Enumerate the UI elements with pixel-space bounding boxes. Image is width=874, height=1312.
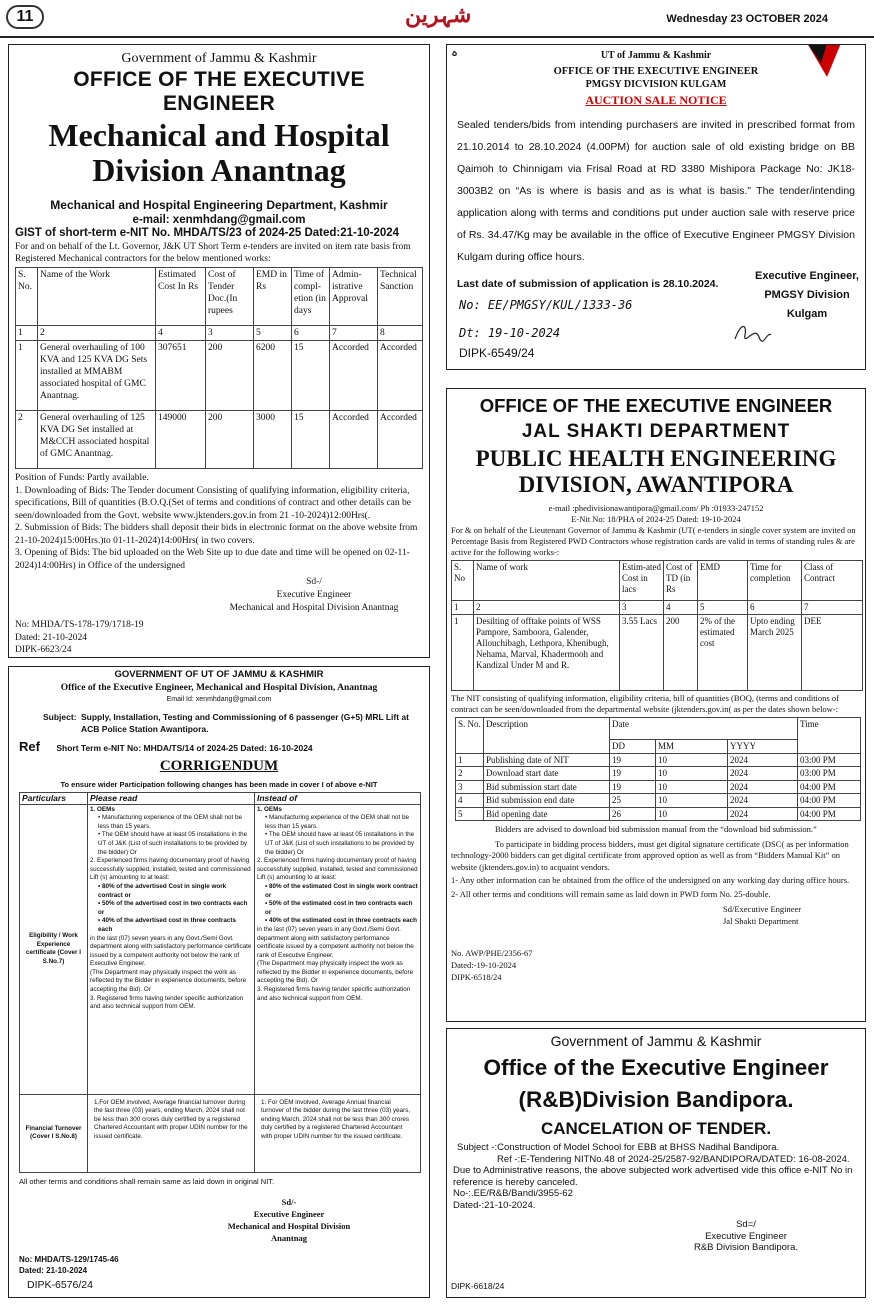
ad1-division-line2: Division Anantnag (92, 152, 346, 188)
ad4-footer-note: All other terms and conditions shall remain same as laid down in original NIT. (19, 1176, 275, 1186)
read-line: 2. Experienced firms having documentary proof of having successfully supplied, installed, tested and commissioned Lift (s) amounting to at least: (90, 857, 251, 882)
ad-mhd-anantnag (8, 44, 430, 658)
instead-line: • 80% of the estimated Cost in single work contract or (265, 882, 418, 899)
instead-line: • 40% of the estimated cost in three contracts each (265, 917, 417, 925)
page-header (0, 0, 874, 40)
ad5-office: Office of the Executive Engineer (483, 1055, 829, 1080)
table-cell: 10 (656, 780, 728, 794)
th-cost: Estim-ated Cost in lacs (620, 561, 664, 601)
table-cell: 6 (748, 601, 802, 615)
read-line: (The Department may physically inspect the work as reflected by the Bidder in experience documents, before accepting the Bid). Or (90, 968, 247, 994)
ad2-last-date: Last date of submission of application is 28.10.2024. (457, 278, 719, 290)
ad-rb-bandipora (446, 1028, 866, 1298)
th-description: Description (484, 718, 610, 754)
table-cell: 1 (452, 601, 474, 615)
table-row (456, 767, 861, 781)
ad3-intro: For & on behalf of the Lieutenant Governor of Jammu & Kashmir (UT( e-tenders in single cover system are invited on Percentage Basis from Registered PWD Contractors whose registration cards are valid in terms of standing rules & are active for the following works-: (451, 525, 856, 557)
table-cell: 2024 (728, 767, 798, 781)
table-row (456, 753, 861, 767)
table-cell: 2024 (728, 753, 798, 767)
ad5-gov: Government of Jammu & Kashmir (550, 1033, 762, 1049)
table-cell: 1 (16, 341, 38, 411)
ad4-subject-label: Subject: (43, 712, 77, 722)
table-cell: 2024 (728, 807, 798, 821)
ad2-sign-title: Executive Engineer, (755, 270, 859, 282)
ad5-body: Due to Administrative reasons, the above subjected work advertised vide this office e-NIT No in reference is hereby canceled. (453, 1165, 853, 1188)
ad3-email: e-mail :phedivisionawantipora@gmail.com/ Ph :01933-247152 (548, 503, 764, 513)
ad1-nit: GIST of short-term e-NIT No. MHDA/TS/23 of 2024-25 Dated:21-10-2024 (15, 227, 400, 239)
ad3-office: OFFICE OF THE EXECUTIVE ENGINEER (479, 395, 833, 416)
table-cell: 200 (664, 615, 698, 691)
table-cell: 15 (292, 341, 330, 411)
th-emd: EMD in Rs (254, 268, 292, 326)
table-cell: Accorded (378, 411, 423, 469)
ad4-ref-label: Ref (19, 739, 40, 754)
table-cell: 200 (206, 411, 254, 469)
table-colnum-row (452, 601, 863, 615)
th-name: Name of work (474, 561, 620, 601)
ad4-sign-title: Executive Engineer (253, 1208, 325, 1219)
table-cell: 4 (664, 601, 698, 615)
page-number: 11 (6, 5, 44, 29)
table-row (456, 794, 861, 808)
read-line: • 50% of the advertised cost in two contracts each or (98, 900, 248, 916)
ad4-corrigendum-table (19, 792, 421, 1173)
th-date: Date (610, 718, 798, 740)
ad5-no: No-:.EE/R&B/Bandi/3955-62 (453, 1188, 573, 1199)
th-mm: MM (656, 740, 728, 754)
ad2-dipk: DIPK-6549/24 (459, 346, 535, 360)
th-instead-of: Instead of (255, 793, 421, 805)
ad2-corner-mark: ہ (451, 45, 459, 59)
ad3-sign-title: Sd/Executive Engineer (723, 904, 802, 914)
ad4-gov: GOVERNMENT OF UT OF JAMMU & KASHMIR (114, 669, 324, 680)
ad4-sign-division: Mechanical and Hospital Division (227, 1220, 351, 1231)
instead-line: 1. OEMs (257, 805, 282, 813)
ad2-gov: UT of Jammu & Kashmir (600, 50, 712, 61)
ad2-office: OFFICE OF THE EXECUTIVE ENGINEER (553, 66, 759, 77)
ad-jal-shakti-awantipora (446, 388, 866, 1022)
ad1-office: OFFICE OF THE EXECUTIVE ENGINEER (73, 68, 365, 115)
table-cell: 19 (610, 767, 656, 781)
table-cell: 3 (620, 601, 664, 615)
ad5-title: CANCELATION OF TENDER. (540, 1119, 772, 1138)
table-cell: Upto ending March 2025 (748, 615, 802, 691)
table-cell: Accorded (330, 411, 378, 469)
ad4-sd: Sd/- (281, 1196, 297, 1207)
signature-icon (733, 321, 773, 345)
ad1-sign-division: Mechanical and Hospital Division Anantnag (229, 603, 399, 613)
ad1-division-line1: Mechanical and Hospital (48, 117, 390, 153)
table-cell: Download start date (484, 767, 610, 781)
table-cell: 5 (698, 601, 748, 615)
ad1-email: e-mail: xenmhdang@gmail.com (132, 214, 306, 226)
table-header-row (20, 793, 421, 805)
table-cell: 1. For OEM involved, Average Annual financial turnover of the bidder during the last three (03) years, ending March, 2024 shall not be less than 300 crores duly certified by a registered Chartered Accountant with proper UDIN number for the issued certificate. (255, 1094, 421, 1172)
ad1-sign-title: Executive Engineer (276, 590, 352, 600)
table-cell: Publishing date of NIT (484, 753, 610, 767)
ad4-subject: Supply, Installation, Testing and Commissioning of 6 passenger (G+5) MRL Lift at ACB Police Station Awantipora. (81, 712, 409, 734)
ad5-subject: Subject -:Construction of Model School for EBB at BHSS Nadihal Bandipora. (457, 1142, 780, 1153)
table-cell: 1.For OEM involved, Average financial turnover during the last three (03) years, ending March, 2024 shall not be less than 300 crores duly certified by a registered Chartered Accountant with proper UDIN number for the issued certificate. (88, 1094, 255, 1172)
th-please-read: Please read (88, 793, 255, 805)
ad4-email: Email Id: xenmhdang@gmail.com (166, 696, 272, 703)
ad4-ref: Short Term e-NIT No: MHDA/TS/14 of 2024-25 Dated: 16-10-2024 (56, 743, 313, 753)
ad5-dipk: DIPK-6618/24 (451, 1281, 505, 1291)
instead-line: 3. Registered firms having tender specific authorization and also technical support from OEM. (257, 986, 411, 1002)
table-cell: Accorded (330, 341, 378, 411)
th-particulars: Particulars (20, 793, 88, 805)
table-cell: General overhauling of 100 KVA and 125 KVA DG Sets installed at MMABM associated hospital of GMC Anantnag. (38, 341, 156, 411)
table-cell: 7 (330, 326, 378, 341)
ad-pmgsy-auction (446, 44, 866, 370)
instead-line: (The Department may physically inspect the work as reflected by the Bidder in experience documents, before accepting the Bid). Or (257, 960, 414, 985)
ad1-dated: Dated: 21-10-2024 (15, 632, 88, 643)
table-cell: 19 (610, 753, 656, 767)
th-td: Cost of TD (in Rs (664, 561, 698, 601)
table-row (452, 615, 863, 691)
table-cell: 5 (456, 807, 484, 821)
table-cell: 7 (802, 601, 863, 615)
ad2-handwritten-no: No: EE/PMGSY/KUL/1333-36 (459, 298, 633, 312)
table-cell: General overhauling of 125 KVA DG Set installed at M&CCH associated hospital of GMC Anantnag. (38, 411, 156, 469)
ad3-works-table (451, 560, 863, 691)
ad1-gov: Government of Jammu & Kashmir (121, 51, 317, 66)
table-row (16, 341, 423, 411)
table-cell: 26 (610, 807, 656, 821)
ad4-dated: Dated: 21-10-2024 (19, 1265, 88, 1275)
ad3-note-dsc: To participate in bidding process bidders, must get digital signature certificate (DSC( as per information technology-2000 bidders can get digital certificate from approved option as well as from “Bidders Manual Kit” on website (jktenders.gov.in) to acquaint vendors. (451, 838, 849, 872)
table-cell: 2 (16, 411, 38, 469)
th-sno: S. No. (16, 268, 38, 326)
table-cell: 3.55 Lacs (620, 615, 664, 691)
ad3-nit: E-Nit No: 18/PHA of 2024-25 Dated: 19-10-2024 (571, 514, 741, 524)
ad3-sign-dept: Jal Shakti Department (723, 916, 799, 926)
ad3-dept: JAL SHAKTI DEPARTMENT (521, 421, 791, 442)
ad4-dipk: DIPK-6576/24 (27, 1278, 93, 1291)
table-cell: 04:00 PM (798, 807, 861, 821)
header-date: Wednesday 23 OCTOBER 2024 (666, 13, 828, 25)
ad3-div-line2: DIVISION, AWANTIPORA (518, 472, 794, 497)
ad5-sd: Sd=/ (736, 1219, 756, 1230)
table-header-row (456, 718, 861, 740)
table-header-row (16, 268, 423, 326)
instead-line: in the last (07) seven years in any Govt./Semi Govt. department along with satisfactory performance certificate issued by a competent authority not below the rank of Executive Engineer. (257, 925, 414, 959)
table-cell: 2024 (728, 794, 798, 808)
ad3-ref-no: No. AWP/PHE/2356-67 (451, 948, 533, 958)
th-admin: Admin-istrative Approval (330, 268, 378, 326)
header-rule (0, 36, 874, 38)
table-cell: 10 (656, 807, 728, 821)
table-cell: 10 (656, 767, 728, 781)
ad5-dated: Dated-:21-10-2024. (453, 1199, 536, 1211)
ad4-office: Office of the Executive Engineer, Mechanical and Hospital Division, Anantnag (60, 683, 378, 693)
ad2-sign-division: PMGSY Division (764, 289, 850, 301)
read-line: 3. Registered firms having tender specific authorization and also technical support from OEM. (90, 994, 244, 1011)
ad1-para-submission: 2. Submission of Bids: The bidders shall deposit their bids in electronic format on the above website from 21-10-2024)15:00Hrs.)to 01-11-2024)14:00Hrs( in two covers. (15, 523, 418, 546)
table-header-row (452, 561, 863, 601)
ad3-note-info: 1- Any other information can be obtained from the office of the undersigned on any working day during office hours. (451, 875, 850, 885)
th-sno: S. No. (456, 718, 484, 754)
ad3-note-manual: Bidders are advised to download bid submission manual from the “download bid submission.” (495, 824, 817, 834)
table-row (20, 1094, 421, 1172)
th-technical: Technical Sanction (378, 268, 423, 326)
table-row (456, 780, 861, 794)
read-line: 1. OEMs (90, 805, 115, 813)
table-cell: 3000 (254, 411, 292, 469)
read-line: in the last (07) seven years in any Govt./Semi Govt. department along with satisfactory performance certificate issued by a competent authority not below the rank of Executive Engineer. (90, 934, 252, 968)
table-cell: 6 (292, 326, 330, 341)
ad3-dates-table (455, 717, 861, 821)
ad1-works-table (15, 267, 423, 469)
th-cost: Estimated Cost In Rs (156, 268, 206, 326)
ad4-sign-place: Anantnag (271, 1232, 307, 1243)
table-row (456, 807, 861, 821)
ad3-div-line1: PUBLIC HEALTH ENGINEERING (475, 446, 837, 471)
ad1-dipk: DIPK-6623/24 (15, 645, 72, 655)
table-cell: 04:00 PM (798, 794, 861, 808)
table-cell: Bid submission end date (484, 794, 610, 808)
table-cell: 149000 (156, 411, 206, 469)
table-cell: 1 (452, 615, 474, 691)
ad4-ref-no: No: MHDA/TS-129/1745-46 (19, 1254, 119, 1264)
th-dd: DD (610, 740, 656, 754)
table-cell: 19 (610, 780, 656, 794)
ad2-body: Sealed tenders/bids from intending purchasers are invited in prescribed format from 21.10.2014 to 28.10.2024 (4.00PM) for auction sale of old existing bridge on BB Qaimoh to Chinnigam via Frisal Road at RD 3380 Mishipora Package No: JK18-3003B2 on “As is where is basis and as is what is basis.” The tender/intending application along with terms and conditions put under auction sale with reserve price of Rs. 34.47/Kg may be available in the office of Executive Engineer PMGSY Division Kulgam during office hours. (457, 119, 855, 263)
ad1-funds: Position of Funds: Partly available. (15, 473, 149, 483)
table-cell: 03:00 PM (798, 767, 861, 781)
table-cell: 3 (206, 326, 254, 341)
table-cell: 10 (656, 794, 728, 808)
th-time: Time (798, 718, 861, 754)
ad2-sign-place: Kulgam (786, 308, 828, 320)
table-cell: 200 (206, 341, 254, 411)
table-cell: 2% of the estimated cost (698, 615, 748, 691)
table-cell: 6200 (254, 341, 292, 411)
ad5-sign-division: R&B Division Bandipora. (693, 1242, 799, 1253)
table-cell: 8 (378, 326, 423, 341)
ad5-division: (R&B)Division Bandipora. (518, 1087, 794, 1112)
th-name: Name of the Work (38, 268, 156, 326)
ad1-ref-no: No: MHDA/TS-178-179/1718-19 (15, 620, 144, 630)
ad3-dipk: DIPK-6518/24 (451, 972, 502, 982)
ad3-dated: Dated:-19-10-2024 (451, 960, 517, 970)
read-line: • 80% of the advertised Cost in single work contract or (98, 882, 227, 899)
table-cell: 04:00 PM (798, 780, 861, 794)
ad1-sd: Sd-/ (306, 577, 322, 587)
ad5-sign-title: Executive Engineer (705, 1230, 787, 1242)
th-emd: EMD (698, 561, 748, 601)
table-row (16, 411, 423, 469)
table-cell: Financial Turnover (Cover I S.No.8) (20, 1094, 88, 1172)
instead-line: • 50% of the estimated cost in two contracts each or (265, 900, 413, 916)
table-cell: 2 (456, 767, 484, 781)
emblem-icon (801, 44, 841, 79)
th-class: Class of Contract (802, 561, 863, 601)
th-yyyy: YYYY (728, 740, 798, 754)
table-cell (255, 804, 421, 1094)
ad4-lead: To ensure wider Participation following changes has been made in cover I of above e-NIT (60, 780, 378, 789)
table-cell: Desilting of offtake points of WSS Pampore, Samboora, Galender, Allouchibagh, Lethpora, Khenibugh, Nehama, Marval, Khadermooh and Kandizal Under M and R. (474, 615, 620, 691)
ad2-division: PMGSY DICVISION KULGAM (585, 79, 727, 90)
table-cell: Bid submission start date (484, 780, 610, 794)
table-cell: Accorded (378, 341, 423, 411)
table-cell: 10 (656, 753, 728, 767)
table-cell: 03:00 PM (798, 753, 861, 767)
table-cell: 3 (456, 780, 484, 794)
table-row (20, 804, 421, 1094)
read-line: • The OEM should have at least 05 installations in the UT of J&K (List of such installations to be provided by the bidder) Or (98, 831, 248, 856)
table-cell: 307651 (156, 341, 206, 411)
table-cell (88, 804, 255, 1094)
table-cell: DEE (802, 615, 863, 691)
table-cell: 25 (610, 794, 656, 808)
table-cell: 4 (456, 794, 484, 808)
read-line: • Manufacturing experience of the OEM shall not be less than 15 years. (98, 814, 242, 830)
ad1-para-opening: 3. Opening of Bids: The bid uploaded on the Web Site up to due date and time will be opened on 02-11-2024)14:00Hrs) in Office of the undersigned (15, 548, 410, 571)
ad5-ref: Ref -:E-Tendering NITNo.48 of 2024-25/2587-92/BANDIPORA/DATED: 16-08-2024. (497, 1153, 850, 1165)
masthead-logo: شہرین (405, 2, 472, 28)
ad3-note-terms: 2- All other terms and conditions will remain same as laid down in PWD form No. 25-double. (451, 888, 771, 899)
ad1-dept: Mechanical and Hospital Engineering Department, Kashmir (50, 198, 388, 212)
ad2-title: AUCTION SALE NOTICE (585, 93, 727, 107)
instead-line: • Manufacturing experience of the OEM shall not be less than 15 years. (265, 814, 409, 830)
table-cell: 1 (16, 326, 38, 341)
th-tender-doc: Cost of Tender Doc.(In rupees (206, 268, 254, 326)
table-cell: 2 (38, 326, 156, 341)
table-cell: 2 (474, 601, 620, 615)
table-cell: 15 (292, 411, 330, 469)
ad-corrigendum (8, 666, 430, 1298)
instead-line: 2. Experienced firms having documentary proof of having successfully supplied, installed, tested and commissioned Lift (s) amounting to at least: (257, 857, 418, 882)
table-cell: Eligibility / Work Experience certificate (Cover I S.No.7) (20, 804, 88, 1094)
table-cell: 4 (156, 326, 206, 341)
instead-line: • The OEM should have at least 05 installations in the UT of J&K (List of such installations to be provided by the bidder) Or (265, 831, 415, 856)
ad3-nit-para: The NIT consisting of qualifying information, eligibility criteria, bill of quantities (BOQ, (terms and conditions of contract can be seen/downloaded from the departmental website (jktenders.gov.in( as per the dates shown below-: (451, 693, 839, 714)
ad4-title: CORRIGENDUM (159, 758, 279, 774)
table-cell: 5 (254, 326, 292, 341)
table-colnum-row (16, 326, 423, 341)
th-sno: S. No (452, 561, 474, 601)
ad1-para-download: 1. Downloading of Bids: The Tender document Consisting of qualifying information, eligibility criteria, specifications, Bill of quantities (B.O.Q.(Set of terms and conditions of contract and other details can be seen/downloaded from the Govt. website www.jktenders.gov.in from 21 -10-2024)12:00Hrs(. (15, 485, 411, 521)
read-line: • 40% of the advertised cost in three contracts each (98, 917, 236, 933)
ad2-handwritten-date: Dt: 19-10-2024 (459, 326, 561, 340)
th-time: Time for completion (748, 561, 802, 601)
th-time: Time of compl-etion (in days (292, 268, 330, 326)
table-cell: Bid opening date (484, 807, 610, 821)
table-cell: 2024 (728, 780, 798, 794)
table-cell: 1 (456, 753, 484, 767)
ad1-intro: For and on behalf of the Lt. Governor, J&K UT Short Term e-tenders are invited on item rate basis from Registered Mechanical contractors for the below mentioned works: (15, 242, 411, 264)
